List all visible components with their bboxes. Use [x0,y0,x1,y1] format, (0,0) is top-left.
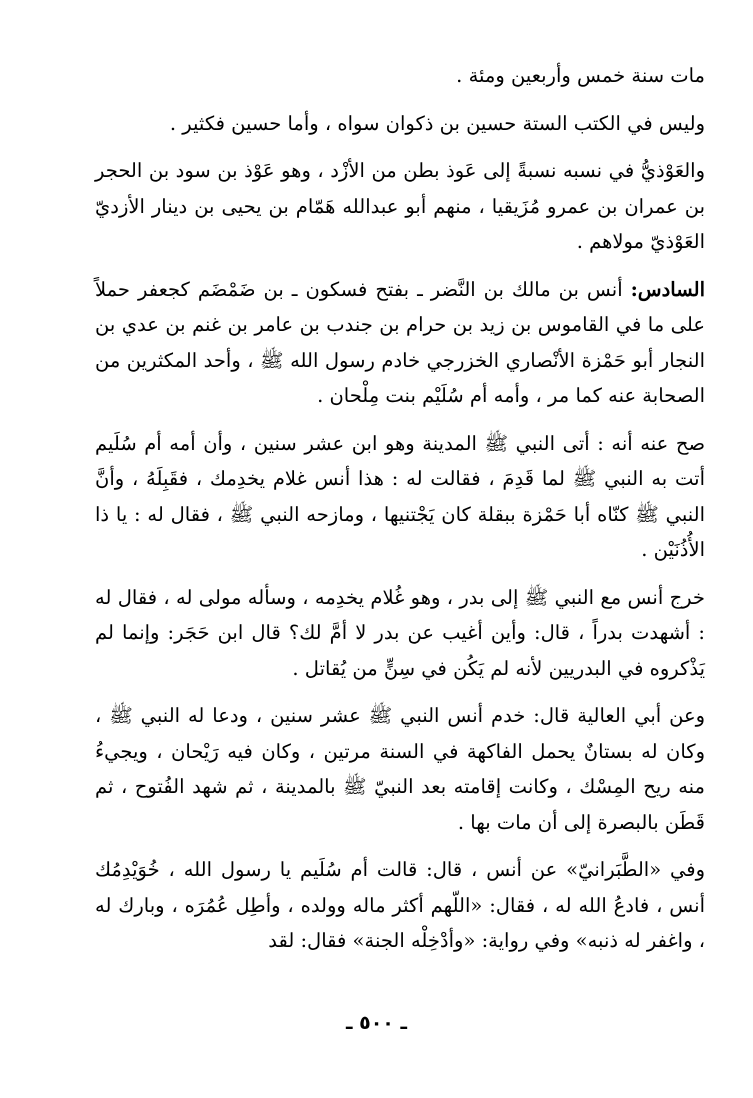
paragraph-text: والعَوْذيُّ في نسبه نسبةً إلى عَوذ بطن من الأزْد ، وهو عَوْذ بن سود بن الحجر بن عمران بن عمرو مُزَيقيا ، منهم أبو عبدالله هَمّام بن يحيى بن دينار الأزديّ العَوْذيّ مولاهم . [95,159,705,253]
paragraph-text: صح عنه أنه : أتى النبي ﷺ المدينة وهو ابن عشر سنين ، وأن أمه أم سُلَيم أتت به النبي ﷺ لما قَدِمَ ، فقالت له : هذا أنس غلام يخدِمك ، فقَبِلَهُ ، وأنَّ النبي ﷺ كنّاه أبا حَمْزة ببقلة كان يَجْتنيها ، ومازحه النبي ﷺ ، فقال له : يا ذا الأُذُنَيْن . [95,431,705,561]
section-heading-sixth: السادس: [630,277,705,301]
paragraph-text: وفي «الطَّبَرانيّ» عن أنس ، قال: قالت أم سُلَيم يا رسول الله ، خُوَيْدِمُك أنس ، فادعُ الله له ، فقال: «اللّهم أكثر ماله وولده ، وأطِل عُمُرَه ، وبارك له ، واغفر له ذنبه» وفي رواية: «وأدْخِلْه الجنة» فقال: لقد [95,858,705,952]
paragraph-8 [95,852,705,959]
paragraph-6 [95,580,705,687]
body-text [95,58,705,971]
paragraph-2 [95,106,705,142]
paragraph-text: وليس في الكتب الستة حسين بن ذكوان سواه ، وأما حسين فكثير . [169,111,705,135]
paragraph-1 [95,58,705,94]
paragraph-text: خرج أنس مع النبي ﷺ إلى بدر ، وهو غُلام يخدِمه ، وسأله مولى له ، فقال له : أشهدت بدراً ، قال: وأين أغيب عن بدر لا أمَّ لك؟ قال ابن حَجَر: وإنما لم يَذْكروه في البدريين لأنه لم يَكُن في سِنٍّ من يُقاتل . [95,585,705,680]
page-number: ـ ٥٠٠ ـ [345,1012,407,1034]
paragraph-3 [95,153,705,260]
paragraph-text: أنس بن مالك بن النَّضر ـ بفتح فسكون ـ بن ضَمْضَم كجعفر حملاً على ما في القاموس بن زيد بن حرام بن جندب بن عامر بن غنم بن عدي بن النجار أبو حَمْزة الأنْصاري الخزرجي خادم رسول الله ﷺ ، وأحد المكثرين من الصحابة عنه كما مر ، وأمه أم سُلَيْم بنت مِلْحان . [95,277,705,407]
paragraph-text: وعن أبي العالية قال: خدم أنس النبي ﷺ عشر سنين ، ودعا له النبي ﷺ ، وكان له بستانٌ يحمل الفاكهة في السنة مرتين ، وكان فيه رَيْحان ، ويجيءُ منه ريح المِسْك ، وكانت إقامته بعد النبيّ ﷺ بالمدينة ، ثم شهد الفُتوح ، ثم قَطَن بالبصرة إلى أن مات بها . [95,704,705,834]
paragraph-text: مات سنة خمس وأربعين ومئة . [456,64,705,87]
paragraph-7 [95,698,705,840]
paragraph-5 [95,426,705,568]
paragraph-4 [95,272,705,414]
